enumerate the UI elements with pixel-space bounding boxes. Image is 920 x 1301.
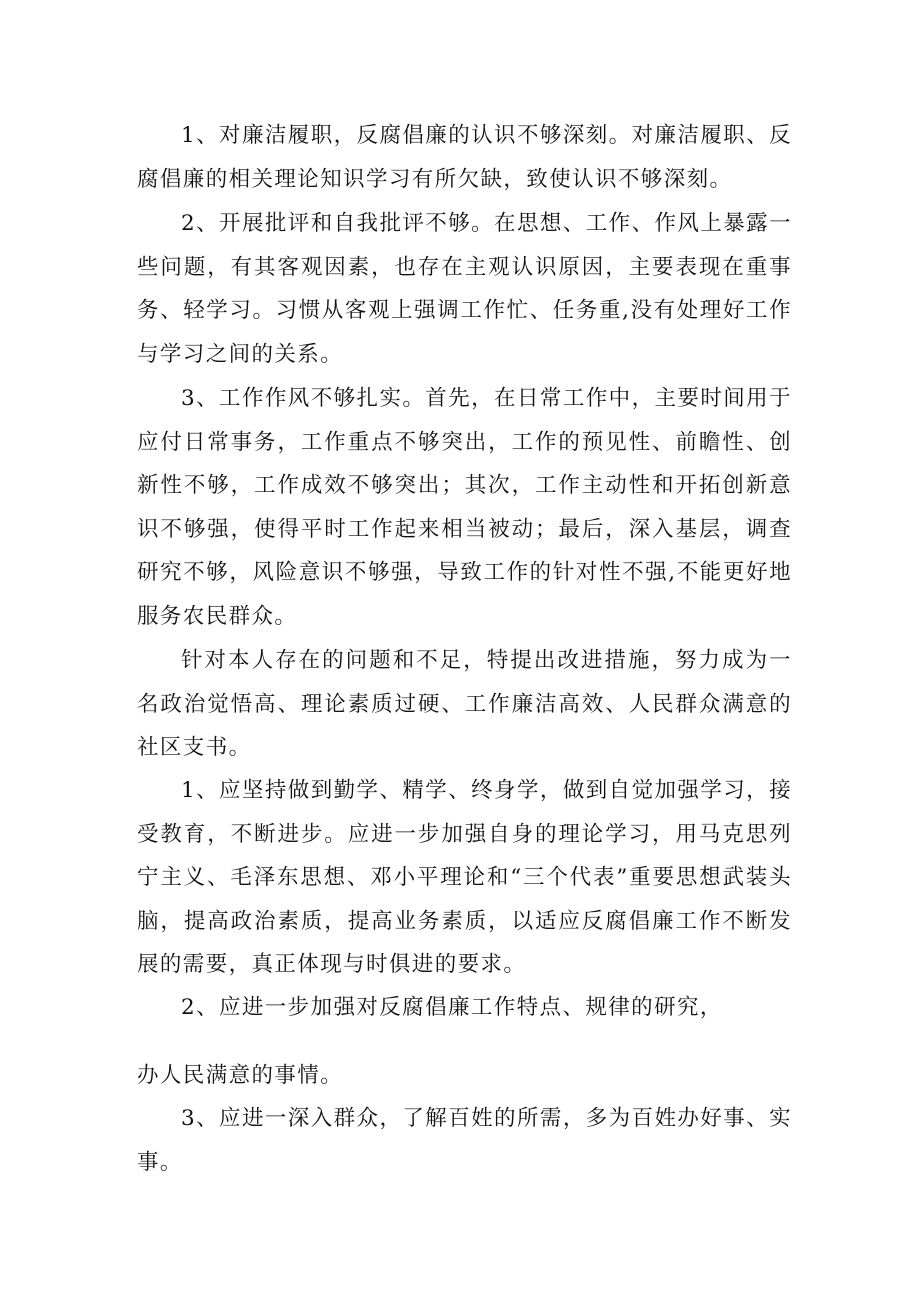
paragraph-problem-3: 3、工作作风不够扎实。首先，在日常工作中，主要时间用于应付日常事务，工作重点不够突出，工作的预见性、前瞻性、创新性不够，工作成效不够突出；其次，工作主动性和开拓创新意识不够强，使得平时工作起来相当被动；最后，深入基层，调查研究不够，风险意识不够强，导致工作的针对性不强,不能更好地服务农民群众。 — [137, 386, 792, 629]
paragraph-problem-1: 1、对廉洁履职，反腐倡廉的认识不够深刻。对廉洁履职、反腐倡廉的相关理论知识学习有所欠缺，致使认识不够深刻。 — [137, 123, 792, 192]
paragraph-measure-3: 3、应进一深入群众，了解百姓的所需，多为百姓办好事、实事。 — [137, 1106, 792, 1175]
paragraph-improvement-intro: 针对本人存在的问题和不足，特提出改进措施，努力成为一名政治觉悟高、理论素质过硬、工作廉洁高效、人民群众满意的社区支书。 — [137, 648, 792, 761]
paragraph-measure-2: 2、应进一步加强对反腐倡廉工作特点、规律的研究， — [181, 995, 723, 1020]
paragraph-problem-2: 2、开展批评和自我批评不够。在思想、工作、作风上暴露一些问题，有其客观因素，也存在主观认识原因，主要表现在重事务、轻学习。习惯从客观上强调工作忙、任务重,没有处理好工作与学习之间的关系。 — [137, 211, 792, 367]
paragraph-measure-2-continued: 办人民满意的事情。 — [137, 1063, 344, 1088]
paragraph-measure-1: 1、应坚持做到勤学、精学、终身学，做到自觉加强学习，接受教育，不断进步。应进一步加强自身的理论学习，用马克思列宁主义、毛泽东思想、邓小平理论和“三个代表”重要思想武装头脑，提高政治素质，提高业务素质，以适应反腐倡廉工作不断发展的需要，真正体现与时俱进的要求。 — [137, 778, 792, 978]
